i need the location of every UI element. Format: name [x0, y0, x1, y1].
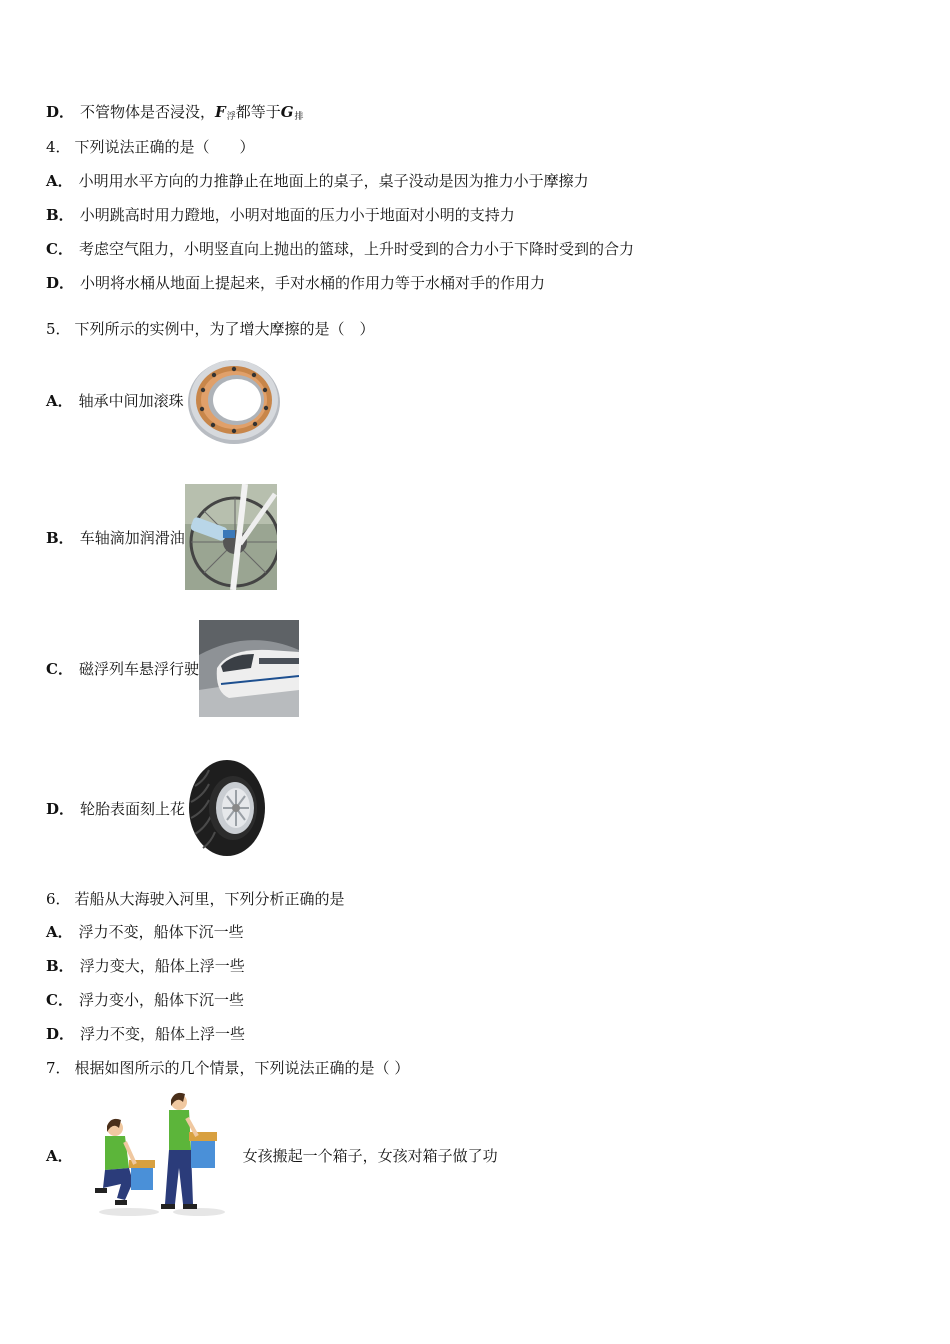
option-label: A．	[46, 172, 73, 190]
question-text: 若船从大海驶入河里，下列分析正确的是	[74, 890, 345, 908]
sub-pai: 排	[294, 112, 304, 122]
option-label: B．	[46, 957, 74, 975]
option-text: 轴承中间加滚珠	[78, 391, 184, 410]
var-g: G	[280, 103, 294, 121]
q3-option-d	[46, 102, 304, 127]
option-label: C．	[46, 991, 73, 1009]
option-text: 浮力不变，船体上浮一些	[80, 1025, 246, 1043]
q5-option-c	[46, 620, 299, 717]
sub-fu: 浮	[226, 112, 236, 122]
tire-image	[185, 756, 269, 860]
bicycle-oil-image	[185, 484, 277, 590]
q4-option-c	[46, 239, 634, 259]
maglev-train-image	[199, 620, 299, 717]
question-number: 4．	[46, 138, 71, 156]
question-text: 根据如图所示的几个情景，下列说法正确的是（ ）	[74, 1059, 410, 1077]
question-number: 6．	[46, 890, 71, 908]
option-text: 轮胎表面刻上花	[80, 799, 186, 818]
option-label: A．	[46, 391, 73, 410]
q4-stem	[46, 137, 255, 157]
question-number: 5．	[46, 320, 71, 338]
q6-option-b	[46, 956, 245, 976]
q4-option-b	[46, 205, 515, 225]
q5-option-a	[46, 350, 284, 450]
question-text: 下列所示的实例中，为了增大摩擦的是（ ）	[74, 320, 375, 338]
q6-stem	[46, 889, 345, 909]
option-text: 女孩搬起一个箱子，女孩对箱子做了功	[242, 1146, 498, 1165]
girl-lifting-box-image	[89, 1092, 239, 1218]
q6-option-a	[46, 922, 244, 942]
option-label: C．	[46, 660, 73, 678]
option-text: 车轴滴加润滑油	[79, 528, 185, 547]
bearing-image	[184, 350, 284, 450]
option-text: 浮力变大，船体上浮一些	[79, 957, 245, 975]
option-text: 浮力不变，船体下沉一些	[78, 923, 244, 941]
option-label: D．	[46, 103, 75, 121]
option-label: D．	[46, 274, 75, 292]
option-label: A．	[46, 1146, 73, 1165]
option-text: 小明将水桶从地面上提起来，手对水桶的作用力等于水桶对手的作用力	[80, 274, 546, 292]
option-label: D．	[46, 1025, 75, 1043]
q7-stem	[46, 1058, 409, 1078]
question-number: 7．	[46, 1059, 71, 1077]
q5-option-d	[46, 756, 269, 860]
q4-option-a	[46, 171, 589, 191]
option-label: B．	[46, 206, 74, 224]
option-label: A．	[46, 923, 73, 941]
option-label: B．	[46, 528, 74, 547]
q5-stem	[46, 319, 375, 339]
option-text: 小明跳高时用力蹬地，小明对地面的压力小于地面对小明的支持力	[79, 206, 515, 224]
var-f: F	[215, 103, 226, 121]
option-text: 小明用水平方向的力推静止在地面上的桌子，桌子没动是因为推力小于摩擦力	[78, 172, 589, 190]
question-text: 下列说法正确的是（ ）	[74, 138, 255, 156]
q6-option-c	[46, 990, 244, 1010]
option-text: 浮力变小，船体下沉一些	[78, 991, 244, 1009]
q6-option-d	[46, 1024, 245, 1044]
q5-option-b	[46, 484, 277, 590]
option-text: 磁浮列车悬浮行驶	[78, 660, 199, 678]
q7-option-a	[46, 1092, 498, 1218]
q4-option-d	[46, 273, 545, 293]
option-text: 考虑空气阻力，小明竖直向上抛出的篮球，上升时受到的合力小于下降时受到的合力	[78, 240, 634, 258]
option-label: C．	[46, 240, 73, 258]
option-label: D．	[46, 799, 75, 818]
option-text-mid: 都等于	[235, 103, 281, 121]
option-text: 不管物体是否浸没，	[80, 103, 216, 121]
